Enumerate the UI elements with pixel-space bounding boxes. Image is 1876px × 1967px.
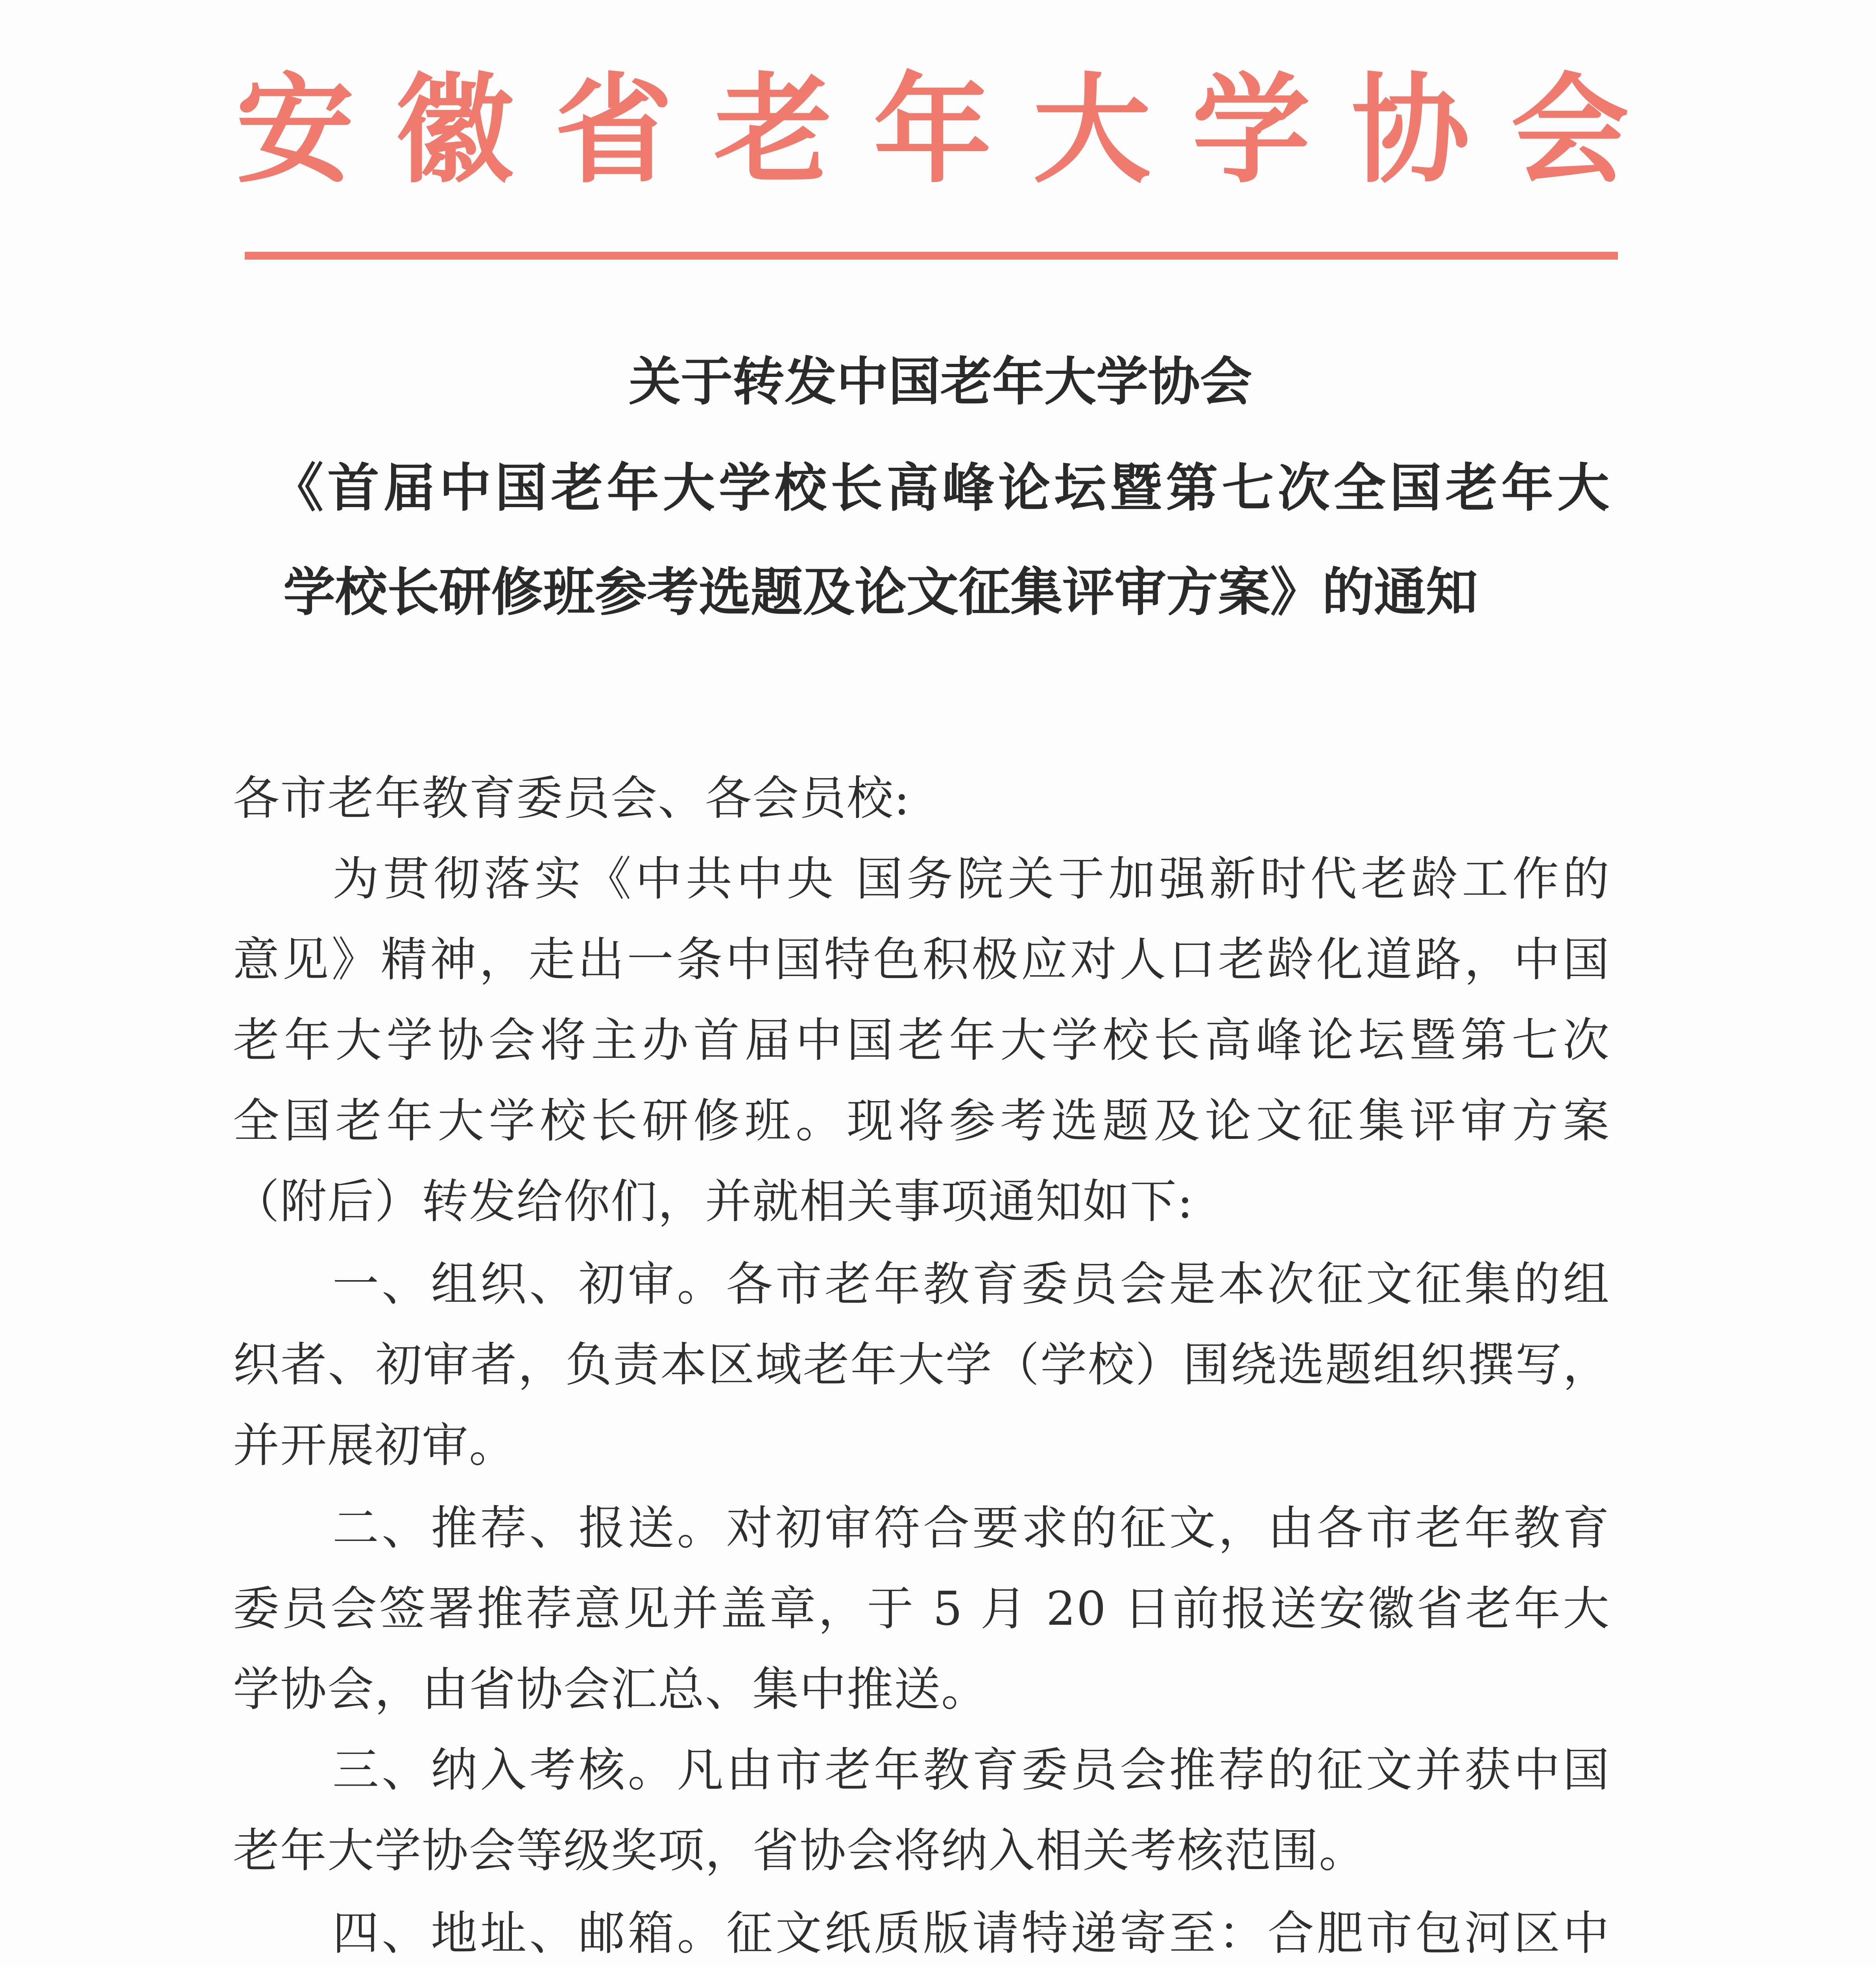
paragraph-3-line: 二、推荐、报送。对初审符合要求的征文，由各市老年教育 bbox=[332, 1501, 1610, 1555]
paragraph-1-line: （附后）转发给你们，并就相关事项通知如下: bbox=[233, 1174, 1194, 1229]
letterhead-divider bbox=[245, 252, 1618, 260]
letterhead-char: 协 bbox=[1352, 60, 1470, 199]
paragraph-1-line: 为贯彻落实《中共中央 国务院关于加强新时代老龄工作的 bbox=[332, 852, 1610, 906]
paragraph-1-line: 意见》精神，走出一条中国特色积极应对人口老龄化道路，中国 bbox=[233, 932, 1610, 987]
notice-title-line-3: 学校长研修班参考选题及论文征集评审方案》的通知 bbox=[283, 562, 1478, 623]
salutation: 各市老年教育委员会、各会员校: bbox=[233, 771, 910, 825]
letterhead-char: 徽 bbox=[395, 60, 513, 199]
paragraph-1-line: 老年大学协会将主办首届中国老年大学校长高峰论坛暨第七次 bbox=[233, 1013, 1610, 1067]
letterhead-char: 老 bbox=[714, 60, 832, 199]
paragraph-3-line: 学协会，由省协会汇总、集中推送。 bbox=[233, 1662, 989, 1716]
paragraph-2-line: 一、组织、初审。各市老年教育委员会是本次征文征集的组 bbox=[332, 1257, 1610, 1311]
notice-title-line-1: 关于转发中国老年大学协会 bbox=[629, 352, 1252, 412]
paragraph-2-line: 织者、初审者，负责本区域老年大学（学校）围绕选题组织撰写， bbox=[233, 1338, 1610, 1392]
letterhead-title bbox=[236, 59, 1629, 201]
letterhead-char: 大 bbox=[1033, 60, 1151, 199]
letterhead-char: 学 bbox=[1192, 60, 1310, 199]
paragraph-1-line: 全国老年大学校长研修班。现将参考选题及论文征集评审方案 bbox=[233, 1094, 1610, 1148]
paragraph-2-line: 并开展初审。 bbox=[233, 1418, 517, 1472]
letterhead-char: 会 bbox=[1511, 60, 1629, 199]
notice-title-line-2: 《首届中国老年大学校长高峰论坛暨第七次全国老年大 bbox=[271, 458, 1609, 519]
letterhead-char: 省 bbox=[555, 60, 673, 199]
letterhead-char: 年 bbox=[873, 60, 992, 199]
paragraph-4-line: 老年大学协会等级奖项，省协会将纳入相关考核范围。 bbox=[233, 1823, 1366, 1878]
paragraph-4-line: 三、纳入考核。凡由市老年教育委员会推荐的征文并获中国 bbox=[332, 1743, 1610, 1797]
paragraph-3-line: 委员会签署推荐意见并盖章，于 5 月 20 日前报送安徽省老年大 bbox=[233, 1581, 1610, 1636]
paragraph-5-line: 四、地址、邮箱。征文纸质版请特递寄至：合肥市包河区中 bbox=[332, 1906, 1610, 1960]
letterhead-char: 安 bbox=[236, 60, 354, 199]
